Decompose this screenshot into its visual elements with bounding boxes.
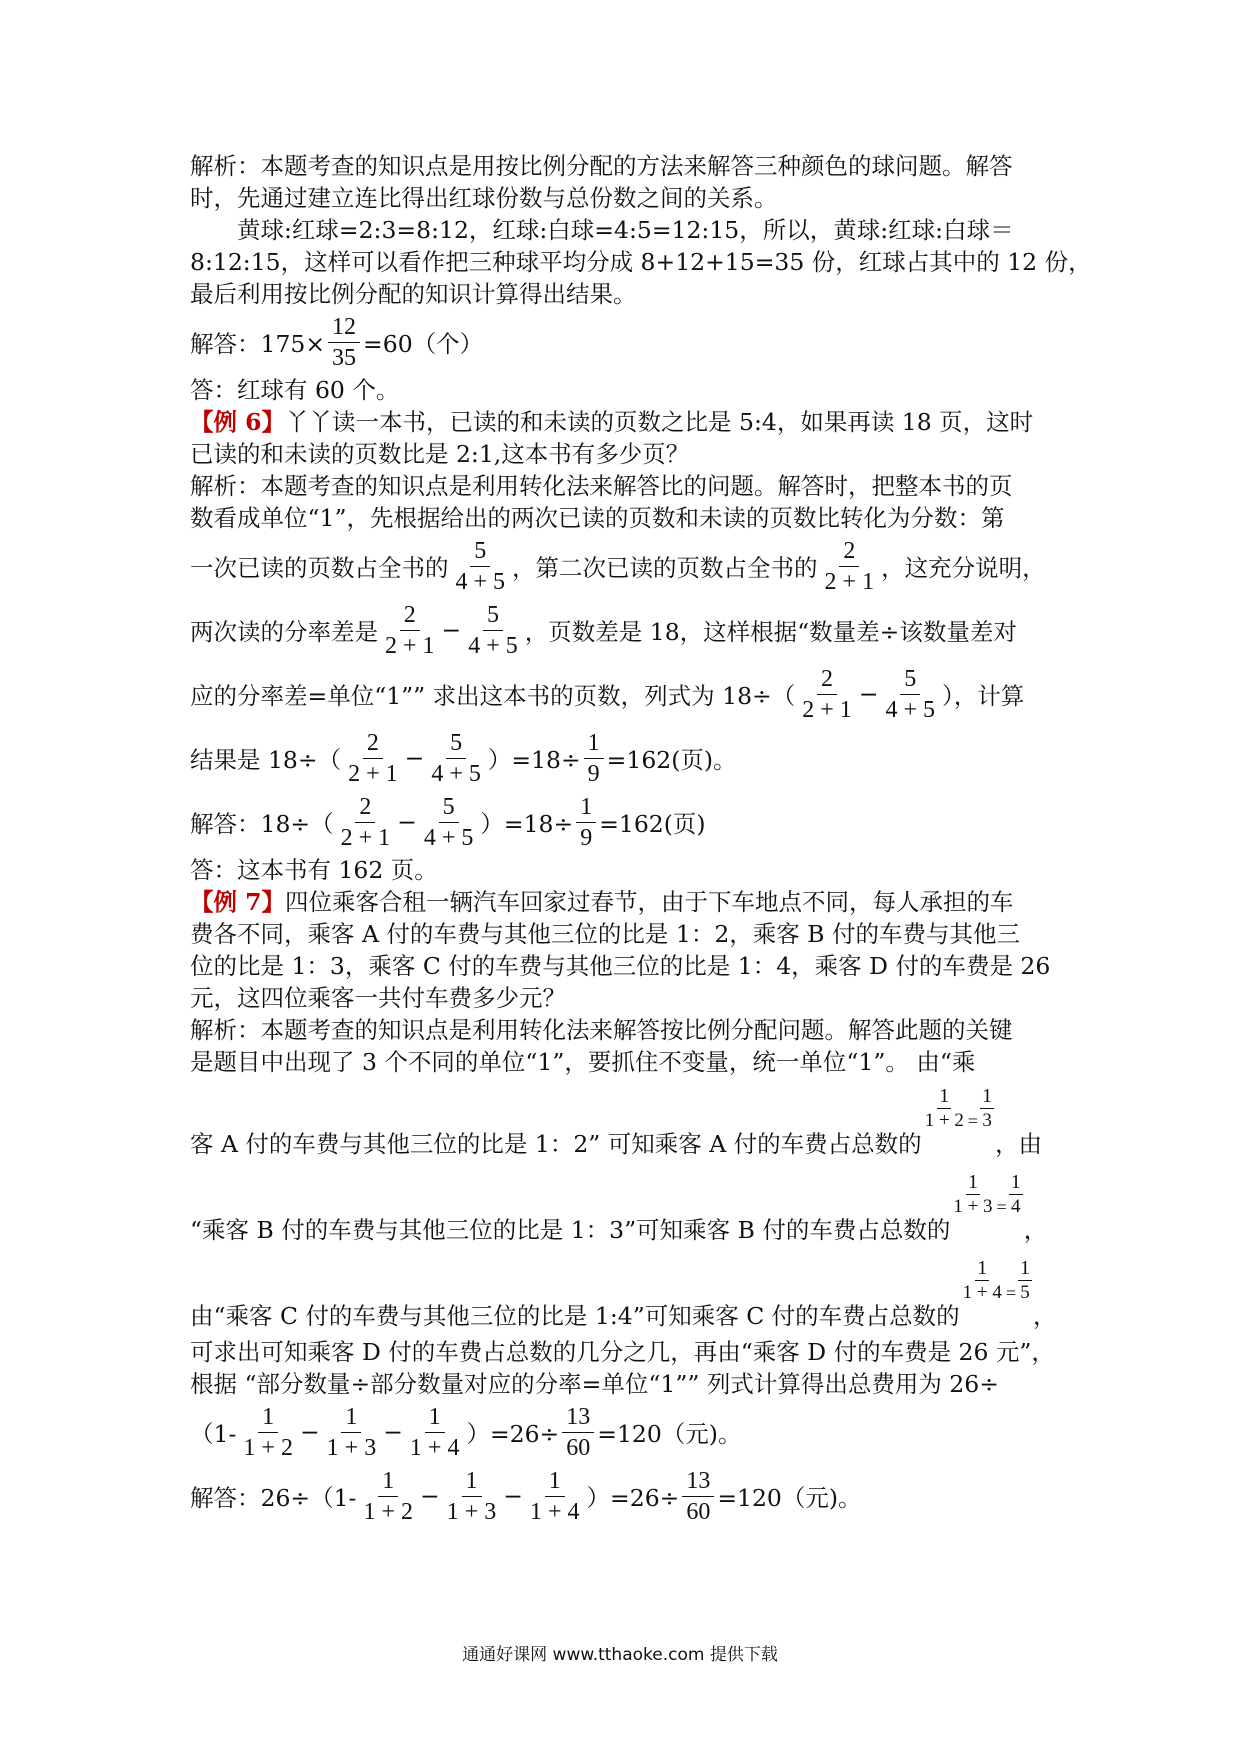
- analysis-line: [190, 598, 1060, 662]
- fraction-denominator: 1 + 4: [409, 1434, 460, 1461]
- text: =162(页): [599, 810, 706, 838]
- answer-line: 答：这本书有 162 页。: [190, 856, 438, 884]
- fraction-numerator: 1: [462, 1469, 482, 1497]
- minus-sign: −: [503, 1482, 523, 1510]
- solution-line: [190, 310, 1060, 374]
- fraction-denominator: 2 + 1: [824, 568, 875, 595]
- fraction-denominator: 9: [580, 824, 593, 851]
- fraction-denominator: 1 + 4: [530, 1498, 580, 1525]
- minus-sign: −: [397, 808, 417, 836]
- minus-sign: −: [858, 680, 879, 708]
- question-line: 已读的和未读的页数比是 2:1,这本书有多少页？: [190, 440, 690, 468]
- fraction: [1018, 1258, 1032, 1302]
- fraction-numerator: 1: [967, 1171, 978, 1193]
- equals-sign: =: [967, 1111, 979, 1131]
- question-line: 元，这四位乘客一共付车费多少元？: [190, 984, 566, 1012]
- text: （1-: [190, 1420, 237, 1448]
- fraction-denominator: 4 + 5: [885, 696, 936, 723]
- fraction-numerator: 13: [562, 1405, 594, 1433]
- fraction-denominator: 1 + 3: [326, 1434, 377, 1461]
- fraction-numerator: 2: [817, 667, 837, 695]
- analysis-line: 可求出可知乘客 D 付的车费占总数的几分之几，再由“乘客 D 付的车费是 26 元”，: [190, 1338, 1055, 1366]
- fraction-numerator: 1: [1020, 1257, 1031, 1279]
- fraction: [584, 731, 604, 786]
- analysis-line: [190, 726, 1060, 790]
- fraction-numerator: 5: [446, 731, 466, 759]
- minus-sign: −: [441, 616, 462, 644]
- analysis-line: [190, 534, 1060, 598]
- solution-line: [190, 790, 1060, 854]
- analysis-line: [190, 1400, 1060, 1464]
- fraction-denominator: 60: [686, 1498, 711, 1525]
- fraction-numerator: 1: [258, 1405, 278, 1433]
- minus-sign: −: [404, 744, 425, 772]
- analysis-line: [190, 1078, 1060, 1164]
- text: ）=26÷: [586, 1484, 680, 1512]
- fraction: [881, 667, 939, 722]
- fraction-numerator: 5: [470, 539, 490, 567]
- text: “乘客 B 付的车费与其他三位的比是 1：3”可知乘客 B 付的车费占总数的: [190, 1216, 951, 1244]
- analysis-line: 时，先通过建立连比得出红球份数与总份数之间的关系。: [190, 184, 778, 212]
- fraction: [1009, 1172, 1023, 1216]
- text: 解答：26÷（1-: [190, 1484, 357, 1512]
- minus-sign: −: [299, 1418, 320, 1446]
- analysis-line: 黄球:红球=2:3=8:12，红球:白球=4:5=12:15，所以，黄球:红球:白球＝: [237, 216, 1014, 244]
- fraction: [406, 1405, 464, 1460]
- fraction-denominator: 4 + 5: [423, 824, 474, 851]
- text: ，: [1023, 1216, 1048, 1244]
- fraction: [381, 603, 439, 658]
- fraction-numerator: 2: [400, 603, 420, 631]
- question-text: 四位乘客合租一辆汽车回家过春节，由于下车地点不同，每人承担的车: [285, 888, 1014, 916]
- solution-suffix: =60（个）: [363, 330, 484, 358]
- fraction-denominator: 3: [982, 1110, 992, 1131]
- fraction-numerator: 2: [355, 795, 375, 823]
- analysis-line: 根据 “部分数量÷部分数量对应的分率=单位“1”” 列式计算得出总费用为 26÷: [190, 1370, 999, 1398]
- text: ，由: [995, 1130, 1043, 1158]
- question-text: 丫丫读一本书，已读的和未读的页数之比是 5:4，如果再读 18 页，这时: [285, 408, 1034, 436]
- fraction: [798, 667, 856, 722]
- analysis-line: [190, 662, 1060, 726]
- fraction: [323, 1405, 381, 1460]
- fraction-numerator: 13: [682, 1469, 714, 1497]
- fraction: [821, 539, 879, 594]
- fraction-denominator: 1 + 2: [363, 1498, 414, 1525]
- text: ）=18÷: [480, 810, 574, 838]
- analysis-line: 解析：本题考查的知识点是利用转化法来解答按比例分配问题。解答此题的关键: [190, 1016, 1013, 1044]
- fraction-numerator: 1: [982, 1085, 993, 1107]
- fraction-denominator: 1 + 2: [924, 1110, 964, 1131]
- fraction: [337, 795, 395, 850]
- text: ，页数差是 18，这样根据“数量差÷该数量差对: [524, 618, 1017, 646]
- text: 两次读的分率差是: [190, 618, 378, 646]
- fraction-numerator: 1: [584, 731, 604, 759]
- text: ，这充分说明，: [881, 554, 1046, 582]
- fraction-denominator: 5: [1020, 1282, 1030, 1303]
- fraction-denominator: 1 + 3: [953, 1196, 993, 1217]
- fraction-numerator: 5: [900, 667, 920, 695]
- fraction-denominator: 4 + 5: [468, 632, 518, 659]
- question-line: 费各不同，乘客 A 付的车费与其他三位的比是 1：2，乘客 B 付的车费与其他三: [190, 920, 1020, 948]
- fraction: [576, 795, 596, 850]
- fraction-numerator: 1: [378, 1469, 398, 1497]
- fraction: [360, 1469, 418, 1524]
- solution-line: [190, 1464, 1060, 1528]
- solution-prefix: 解答：175×: [190, 330, 326, 358]
- fraction-numerator: 5: [483, 603, 503, 631]
- fraction: [443, 1469, 501, 1524]
- fraction: [526, 1469, 584, 1524]
- fraction: [923, 1086, 966, 1130]
- analysis-line: 是题目中出现了 3 个不同的单位“1”，要抓住不变量，统一单位“1”。 由“乘: [190, 1048, 976, 1076]
- text: ，第二次已读的页数占全书的: [512, 554, 818, 582]
- fraction-denominator: 9: [587, 760, 600, 787]
- fraction-numerator: 1: [939, 1085, 950, 1107]
- fraction: [562, 1405, 594, 1460]
- analysis-line: 8:12:15，这样可以看作把三种球平均分成 8+12+15=35 份，红球占其中的 12 份，: [190, 248, 1092, 276]
- fraction-denominator: 4: [1010, 1196, 1021, 1217]
- fraction: [344, 731, 402, 786]
- fraction-numerator: 2: [363, 731, 383, 759]
- fraction-denominator: 1 + 4: [962, 1282, 1002, 1303]
- example-6-question: [190, 406, 1060, 438]
- fraction-denominator: 4 + 5: [455, 568, 506, 595]
- analysis-line: 最后利用按比例分配的知识计算得出结果。: [190, 280, 637, 308]
- fraction-numerator: 1: [576, 795, 596, 823]
- analysis-line: [190, 1164, 1060, 1250]
- fraction-numerator: 1: [1010, 1171, 1021, 1193]
- fraction: [464, 603, 522, 658]
- text: 解答：18÷（: [190, 810, 334, 838]
- equals-sign: =: [1005, 1283, 1017, 1303]
- fraction-denominator: 35: [332, 344, 357, 371]
- text: =120（元)。: [717, 1484, 862, 1512]
- fraction-numerator: 12: [328, 315, 360, 343]
- text: ）=26÷: [466, 1420, 560, 1448]
- fraction-denominator: 4 + 5: [431, 760, 481, 787]
- example-7-question: [190, 886, 1060, 918]
- fraction-denominator: 2 + 1: [340, 824, 391, 851]
- analysis-line: 解析：本题考查的知识点是利用转化法来解答比的问题。解答时，把整本书的页: [190, 472, 1013, 500]
- fraction-denominator: 60: [566, 1434, 591, 1461]
- fraction: [239, 1405, 297, 1460]
- text: =162(页)。: [606, 746, 737, 774]
- equals-sign: =: [996, 1197, 1007, 1217]
- fraction-numerator: 1: [341, 1405, 361, 1433]
- fraction-numerator: 1: [425, 1405, 445, 1433]
- fraction-numerator: 1: [977, 1257, 988, 1279]
- minus-sign: −: [420, 1482, 440, 1510]
- analysis-line: 数看成单位“1”，先根据给出的两次已读的页数和未读的页数比转化为分数：第: [190, 504, 1005, 532]
- fraction-numerator: 2: [839, 539, 859, 567]
- example-tag: 【例 6】: [190, 408, 286, 436]
- fraction: [961, 1258, 1004, 1302]
- fraction-numerator: 1: [545, 1469, 565, 1497]
- page-footer: 通通好课网 www.tthaoke.com 提供下载: [462, 1645, 778, 1665]
- fraction-denominator: 1 + 3: [446, 1498, 497, 1525]
- fraction: [682, 1469, 714, 1524]
- fraction: [328, 315, 360, 370]
- text: ），计算: [942, 682, 1025, 710]
- fraction-numerator: 5: [439, 795, 459, 823]
- text: 结果是 18÷（: [190, 746, 342, 774]
- fraction-denominator: 1 + 2: [243, 1434, 293, 1461]
- analysis-line: 解析：本题考查的知识点是用按比例分配的方法来解答三种颜色的球问题。解答: [190, 152, 1013, 180]
- text: 客 A 付的车费与其他三位的比是 1：2” 可知乘客 A 付的车费占总数的: [190, 1130, 922, 1158]
- fraction: [452, 539, 510, 594]
- fraction-denominator: 2 + 1: [348, 760, 398, 787]
- text: 由“乘客 C 付的车费与其他三位的比是 1:4”可知乘客 C 付的车费占总数的: [190, 1302, 960, 1330]
- fraction: [427, 731, 485, 786]
- fraction: [951, 1172, 994, 1216]
- document-page: [190, 150, 1092, 1528]
- fraction-denominator: 2 + 1: [802, 696, 852, 723]
- analysis-line: [190, 1250, 1060, 1336]
- minus-sign: −: [383, 1418, 403, 1446]
- example-tag: 【例 7】: [190, 888, 286, 916]
- text: 应的分率差=单位“1”” 求出这本书的页数，列式为 18÷（: [190, 682, 796, 710]
- fraction-denominator: 2 + 1: [385, 632, 435, 659]
- text: ，: [1033, 1302, 1057, 1330]
- fraction: [420, 795, 478, 850]
- fraction: [980, 1086, 994, 1130]
- question-line: 位的比是 1：3，乘客 C 付的车费与其他三位的比是 1：4，乘客 D 付的车费是 26: [190, 952, 1051, 980]
- text: ）=18÷: [487, 746, 581, 774]
- text: =120（元)。: [597, 1420, 742, 1448]
- text: 一次已读的页数占全书的: [190, 554, 449, 582]
- answer-line: 答：红球有 60 个。: [190, 376, 400, 404]
